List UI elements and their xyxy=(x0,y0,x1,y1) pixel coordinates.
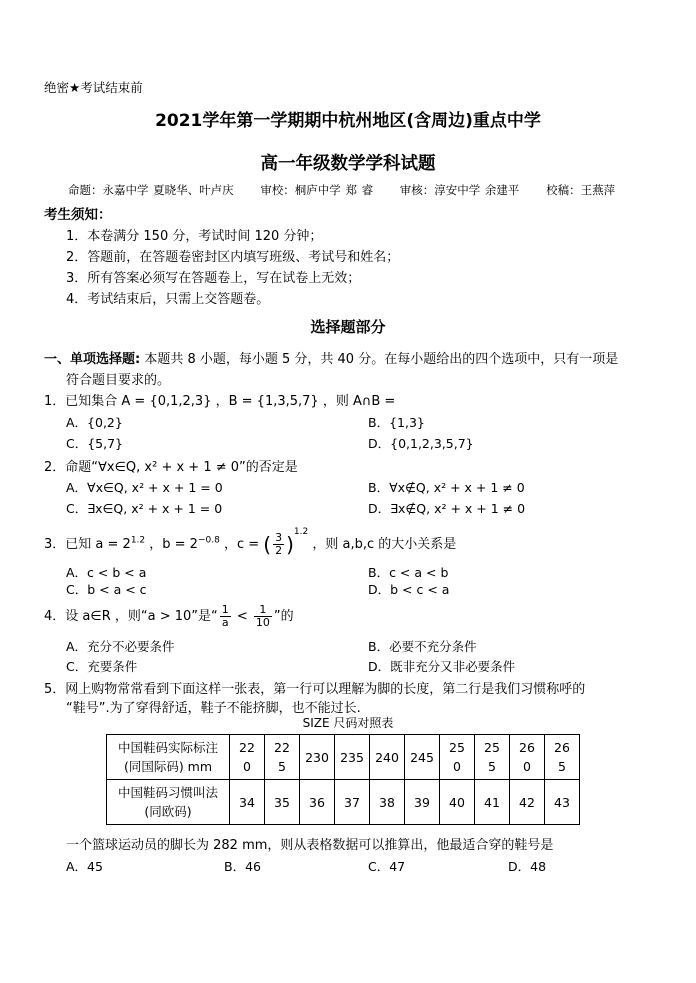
size-table-caption: SIZE 尺码对照表 xyxy=(302,716,394,730)
question-2-stem: 2．命题“∀x∈Q, x² + x + 1 ≠ 0”的否定是 xyxy=(44,460,298,475)
q4-fraction-2 xyxy=(254,604,272,629)
table-cell: 42 xyxy=(510,780,545,825)
q4-f1-num: 1 xyxy=(221,603,229,616)
question-3-option-a: A．c < b < a xyxy=(66,565,147,580)
question-2-option-b: B．∀x∉Q, x² + x + 1 ≠ 0 xyxy=(368,480,525,495)
q3-frac-den: 2 xyxy=(275,544,283,557)
table-cell: 40 xyxy=(440,780,475,825)
table-row xyxy=(107,780,580,825)
q3-paren-open: ( xyxy=(263,532,272,557)
q3-exp-a: 1.2 xyxy=(130,535,146,546)
notice-item: 2．答题前，在答题卷密封区内填写班级、考试号和姓名； xyxy=(66,250,400,265)
credit-reviewer: 审校：桐庐中学 郑 睿 xyxy=(260,183,374,197)
question-1-option-a: A．{0,2} xyxy=(66,415,123,430)
question-4-option-b: B．必要不充分条件 xyxy=(368,639,477,654)
row2-header xyxy=(107,780,230,825)
question-2-option-c: C．∃x∈Q, x² + x + 1 = 0 xyxy=(66,501,223,516)
notice-item: 3．所有答案必须写在答题卷上，写在试卷上无效； xyxy=(66,271,361,286)
cell-line: 235 xyxy=(340,749,364,765)
table-cell: 41 xyxy=(475,780,510,825)
q3-part-b: ，b = 2 xyxy=(145,537,198,552)
exam-title: 2021学年第一学期期中杭州地区(含周边)重点中学 xyxy=(155,111,541,131)
cell-line: 25 xyxy=(484,740,500,755)
cell-line: 26 xyxy=(519,740,535,755)
q4-part-b: ”的 xyxy=(273,609,294,624)
credits-line xyxy=(68,182,637,198)
notice-heading: 考生须知： xyxy=(44,207,112,223)
credit-proofreader: 校稿：王燕萍 xyxy=(546,183,616,197)
q4-less-than: < xyxy=(232,609,252,624)
question-4-option-c: C．充要条件 xyxy=(66,659,138,674)
table-cell xyxy=(370,735,405,780)
credit-auditor: 审核：淳安中学 余建平 xyxy=(399,183,520,197)
q3-fraction-c xyxy=(273,532,284,557)
question-5-option-a: A．45 xyxy=(66,859,103,874)
exam-subtitle: 高一年级数学学科试题 xyxy=(260,154,436,174)
part-instructions-cont: 符合题目要求的。 xyxy=(66,373,171,388)
row1-header-line2: (同国际码) mm xyxy=(123,759,213,774)
table-cell: 39 xyxy=(405,780,440,825)
row1-header-line1: 中国鞋码实际标注 xyxy=(117,740,218,755)
credit-author: 命题：永嘉中学 夏晓华、叶卢庆 xyxy=(68,183,234,197)
q4-part-a: 4．设 a∈R ，则“a > 10”是“ xyxy=(44,609,218,624)
question-3-option-c: C．b < a < c xyxy=(66,582,147,597)
question-4-stem xyxy=(44,604,294,629)
q3-exp-c: 1.2 xyxy=(293,527,309,537)
cell-line: 26 xyxy=(554,740,570,755)
q3-frac-num: 3 xyxy=(275,531,283,544)
q4-f1-den: a xyxy=(221,616,229,629)
cell-line: 245 xyxy=(410,749,434,765)
question-5-option-b: B．46 xyxy=(224,859,261,874)
q4-f2-den: 10 xyxy=(255,616,270,629)
cell-line: 22 xyxy=(274,740,290,755)
table-cell: 34 xyxy=(230,780,265,825)
row2-header-line1: 中国鞋码习惯叫法 xyxy=(117,785,218,800)
question-5-stem-2: “鞋号”.为了穿得舒适，鞋子不能挤脚，也不能过长. xyxy=(66,701,361,716)
cell-line: 5 xyxy=(278,759,286,774)
part-label: 一、单项选择题: xyxy=(44,352,141,367)
question-1-option-c: C．{5,7} xyxy=(66,436,124,451)
table-cell xyxy=(545,735,580,780)
cell-line: 0 xyxy=(523,759,531,774)
q4-f2-num: 1 xyxy=(254,604,272,617)
table-cell xyxy=(230,735,265,780)
cell-line: 5 xyxy=(488,759,496,774)
part-instructions xyxy=(44,348,618,367)
table-cell: 38 xyxy=(370,780,405,825)
table-row xyxy=(107,735,580,780)
question-4-option-a: A．充分不必要条件 xyxy=(66,639,175,654)
table-cell: 35 xyxy=(265,780,300,825)
question-5-stem-3: 一个篮球运动员的脚长为 282 mm，则从表格数据可以推算出，他最适合穿的鞋号是 xyxy=(66,838,554,853)
question-3-stem xyxy=(44,527,456,557)
notice-item: 4．考试结束后，只需上交答题卷。 xyxy=(66,292,270,307)
table-cell: 43 xyxy=(545,780,580,825)
question-2-option-a: A．∀x∈Q, x² + x + 1 = 0 xyxy=(66,480,223,495)
q4-fraction-1 xyxy=(220,604,231,629)
table-cell: 37 xyxy=(335,780,370,825)
question-5-stem-1: 5．网上购物常常看到下面这样一张表，第一行可以理解为脚的长度，第二行是我们习惯称呼的 xyxy=(44,682,586,697)
question-1-option-d: D．{0,1,2,3,5,7} xyxy=(368,436,474,451)
table-cell: 36 xyxy=(300,780,335,825)
question-5-option-d: D．48 xyxy=(508,859,547,874)
q3-exp-b: −0.8 xyxy=(197,535,220,546)
size-table xyxy=(106,734,580,825)
q3-part-a: 3．已知 a = 2 xyxy=(44,537,131,552)
q3-paren-close: ) xyxy=(286,532,294,557)
table-cell xyxy=(475,735,510,780)
table-cell xyxy=(265,735,300,780)
table-cell xyxy=(440,735,475,780)
q3-part-c: ，c = xyxy=(219,537,264,552)
table-cell xyxy=(300,735,335,780)
question-5-option-c: C．47 xyxy=(368,859,406,874)
question-3-option-b: B．c < a < b xyxy=(368,565,449,580)
q3-part-d: ，则 a,b,c 的大小关系是 xyxy=(308,537,457,552)
question-4-option-d: D．既非充分又非必要条件 xyxy=(368,659,516,674)
cell-line: 240 xyxy=(375,749,399,765)
cell-line: 230 xyxy=(305,749,329,765)
table-cell xyxy=(510,735,545,780)
question-2-option-d: D．∃x∉Q, x² + x + 1 ≠ 0 xyxy=(368,501,526,516)
row1-header xyxy=(107,735,230,780)
notice-item: 1．本卷满分 150 分，考试时间 120 分钟； xyxy=(66,229,323,244)
question-3-option-d: D．b < c < a xyxy=(368,582,450,597)
cell-line: 25 xyxy=(449,740,465,755)
table-cell xyxy=(405,735,440,780)
row2-header-line2: (同欧码) xyxy=(144,804,192,819)
section-title: 选择题部分 xyxy=(310,318,386,336)
confidential-mark: 绝密★考试结束前 xyxy=(44,80,143,95)
table-cell xyxy=(335,735,370,780)
question-1-stem: 1．已知集合 A = {0,1,2,3} ，B = {1,3,5,7} ，则 A∩B = xyxy=(44,394,396,409)
cell-line: 0 xyxy=(243,759,251,774)
cell-line: 0 xyxy=(453,759,461,774)
question-1-option-b: B．{1,3} xyxy=(368,415,425,430)
cell-line: 5 xyxy=(558,759,566,774)
cell-line: 22 xyxy=(239,740,255,755)
part-text: 本题共 8 小题，每小题 5 分，共 40 分。在每小题给出的四个选项中，只有一项是 xyxy=(140,352,619,367)
